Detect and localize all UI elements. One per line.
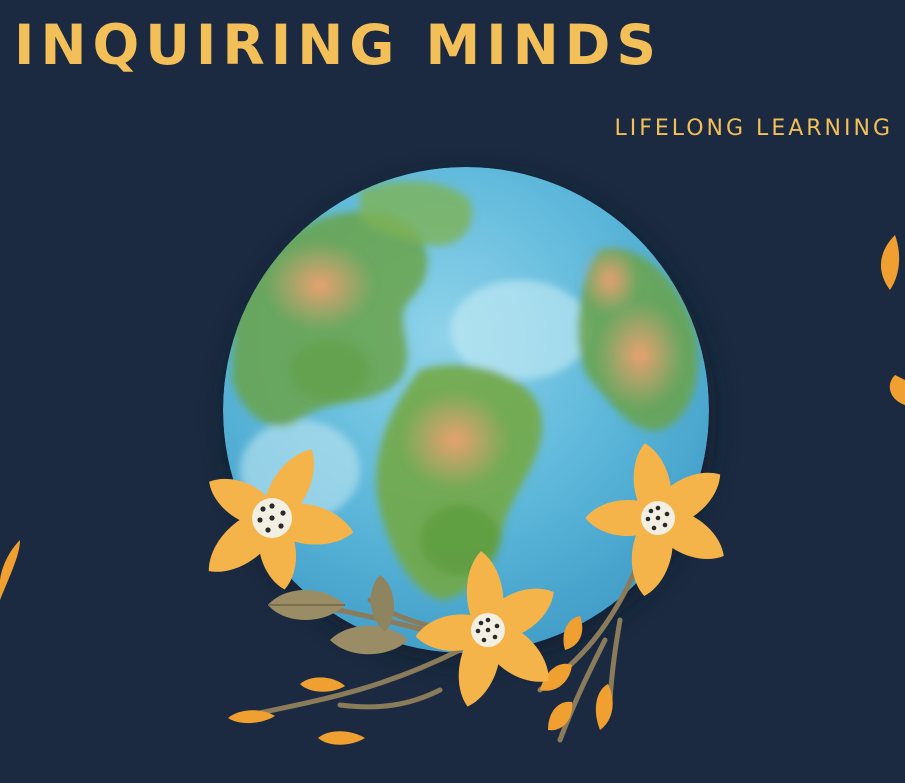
page-title: INQUIRING MINDS — [14, 13, 663, 77]
subtitle: LIFELONG LEARNING — [614, 116, 893, 141]
